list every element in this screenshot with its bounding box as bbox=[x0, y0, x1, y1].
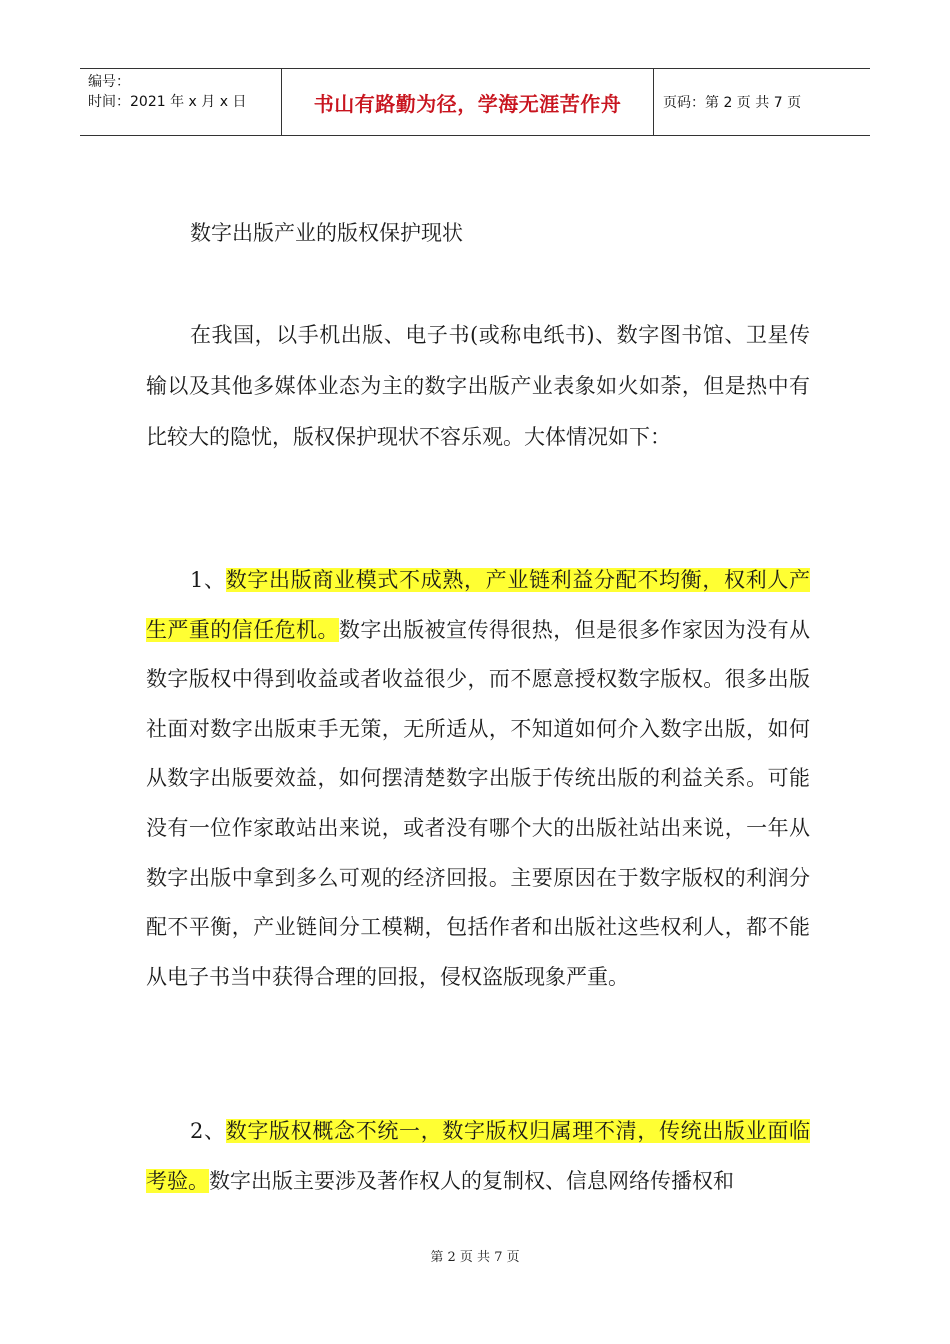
section-2-text: 数字出版主要涉及著作权人的复制权、信息网络传播权和 bbox=[209, 1168, 734, 1193]
page-footer: 第 2 页 共 7 页 bbox=[430, 1250, 520, 1265]
motto-text: 书山有路勤为径，学海无涯苦作舟 bbox=[313, 91, 622, 116]
time-label: 时间：2021 年 x 月 x 日 bbox=[88, 94, 247, 110]
page-header bbox=[80, 68, 870, 136]
intro-paragraph: 在我国，以手机出版、电子书(或称电纸书)、数字图书馆、卫星传输以及其他多媒体业态为主的数字出版产业表象如火如荼，但是热中有比较大的隐忧，版权保护现状不容乐观。大体情况如下： bbox=[146, 323, 810, 449]
section-2-paragraph bbox=[146, 1107, 810, 1206]
section-1-number: 1、 bbox=[190, 568, 226, 592]
section-2-highlight: 数字版权概念不统一，数字版权归属理不清，传统出版业面临考验。 bbox=[146, 1119, 810, 1193]
number-label: 编号： bbox=[88, 74, 130, 90]
header-page-cell bbox=[654, 69, 870, 135]
header-meta-cell bbox=[80, 69, 282, 135]
section-1-text: 数字出版被宣传得很热，但是很多作家因为没有从数字版权中得到收益或者收益很少，而不愿意授权数字版权。很多出版社面对数字出版束手无策，无所适从，不知道如何介入数字出版，如何从数字出版要效益，如何摆清楚数字出版于传统出版的利益关系。可能没有一位作家敢站出来说，或者没有哪个大的出版社站出来说，一年从数字出版中拿到多么可观的经济回报。主要原因在于数字版权的利润分配不平衡，产业链间分工模糊，包括作者和出版社这些权利人，都不能从电子书当中获得合理的回报，侵权盗版现象严重。 bbox=[146, 617, 811, 989]
section-2-number: 2、 bbox=[190, 1119, 226, 1143]
section-1-highlight: 数字出版商业模式不成熟，产业链利益分配不均衡，权利人产生严重的信任危机。 bbox=[146, 568, 810, 642]
section-1-paragraph bbox=[146, 556, 810, 1002]
header-motto-cell bbox=[282, 69, 654, 135]
page-label: 页码：第 2 页 共 7 页 bbox=[663, 95, 802, 111]
document-title: 数字出版产业的版权保护现状 bbox=[190, 221, 463, 245]
